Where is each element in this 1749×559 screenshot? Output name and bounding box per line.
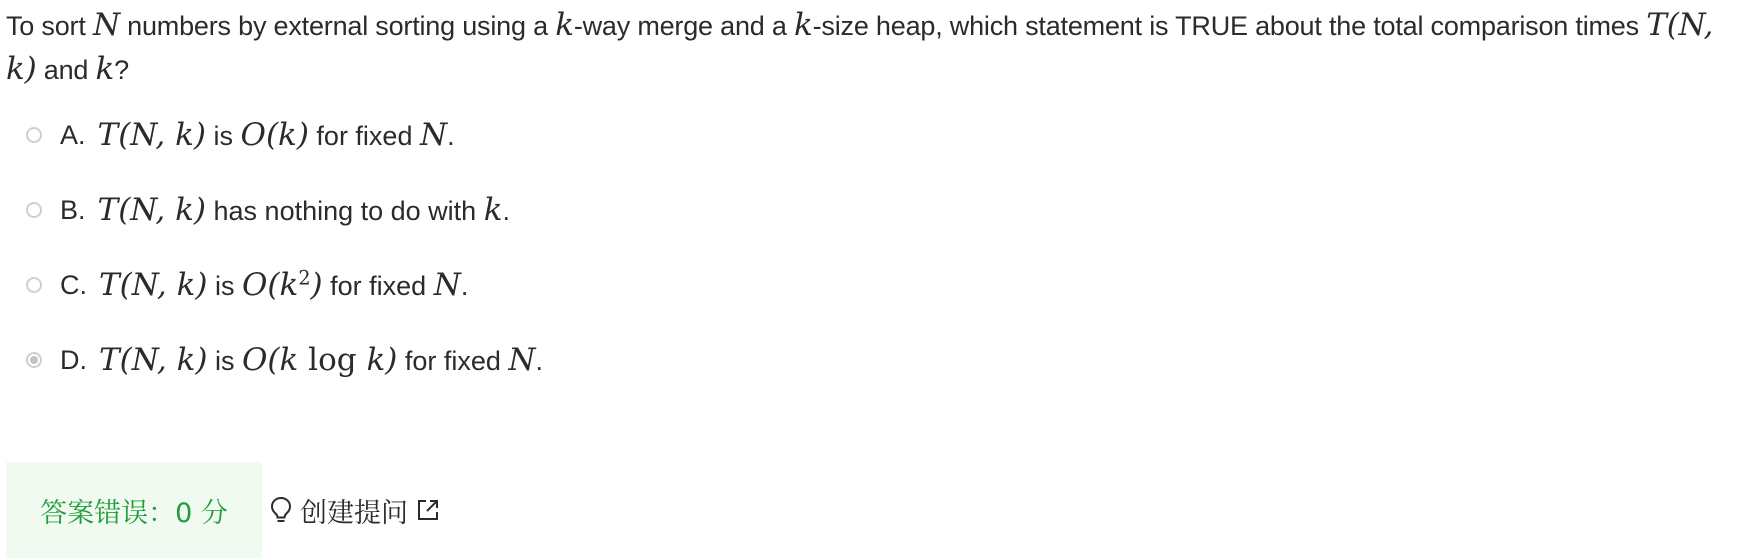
question-text-part: ?	[114, 55, 129, 85]
math-k: k	[95, 51, 115, 87]
math-TNk: T(N, k)	[97, 117, 207, 153]
question-text-part: -size heap, which statement is TRUE about the total comparison times	[812, 11, 1647, 41]
question-text-part: and	[36, 55, 96, 85]
option-letter: C.	[60, 269, 87, 300]
option-c[interactable]	[26, 265, 468, 305]
question-text-part: To sort	[6, 11, 93, 41]
option-c-text: T(N, k) is $O(k^2)$ for fixed N.	[99, 266, 469, 303]
math-TNk: T(N, k)	[99, 267, 208, 303]
option-d-text: T(N, k) is O(k log k) for fixed N.	[99, 342, 544, 378]
radio-option-a[interactable]	[26, 127, 42, 143]
radio-option-c[interactable]	[26, 277, 42, 293]
math-TNk: T(N, k)	[99, 342, 208, 378]
option-b[interactable]	[26, 190, 510, 230]
math-TNk: T(N, k)	[6, 7, 1714, 87]
lightbulb-icon	[270, 496, 292, 524]
math-N: N	[92, 7, 120, 43]
option-a-text: T(N, k) is O(k) for fixed N.	[97, 117, 455, 153]
math-N: N	[433, 267, 461, 303]
answer-result-text: 答案错误：0 分	[40, 497, 228, 529]
math-k: k	[483, 192, 503, 228]
external-link-icon	[416, 498, 440, 522]
create-question-label: 创建提问	[300, 497, 408, 529]
option-letter: A.	[60, 119, 86, 150]
math-TNk: T(N, k)	[97, 192, 207, 228]
math-k: k	[794, 7, 813, 43]
option-a[interactable]	[26, 115, 455, 155]
option-letter: B.	[60, 194, 86, 225]
math-N: N	[419, 117, 448, 153]
option-letter: D.	[60, 344, 87, 375]
radio-option-d-selected[interactable]	[26, 352, 42, 368]
question-text-part: -way merge and a	[573, 11, 795, 41]
radio-option-b[interactable]	[26, 202, 42, 218]
math-Ok: O(k)	[240, 117, 309, 153]
create-question-link[interactable]	[270, 462, 440, 558]
answer-result-badge	[6, 462, 262, 558]
math-N: N	[508, 342, 536, 378]
option-b-text: T(N, k) has nothing to do with k.	[97, 192, 511, 228]
math-Oklogk: O(k log k)	[242, 342, 398, 378]
question-text	[6, 4, 1746, 92]
question-text-part: numbers by external sorting using a	[119, 11, 556, 41]
math-k: k	[555, 7, 574, 43]
math-Ok2: $O(k^2)$	[242, 266, 323, 303]
option-d[interactable]	[26, 340, 543, 380]
